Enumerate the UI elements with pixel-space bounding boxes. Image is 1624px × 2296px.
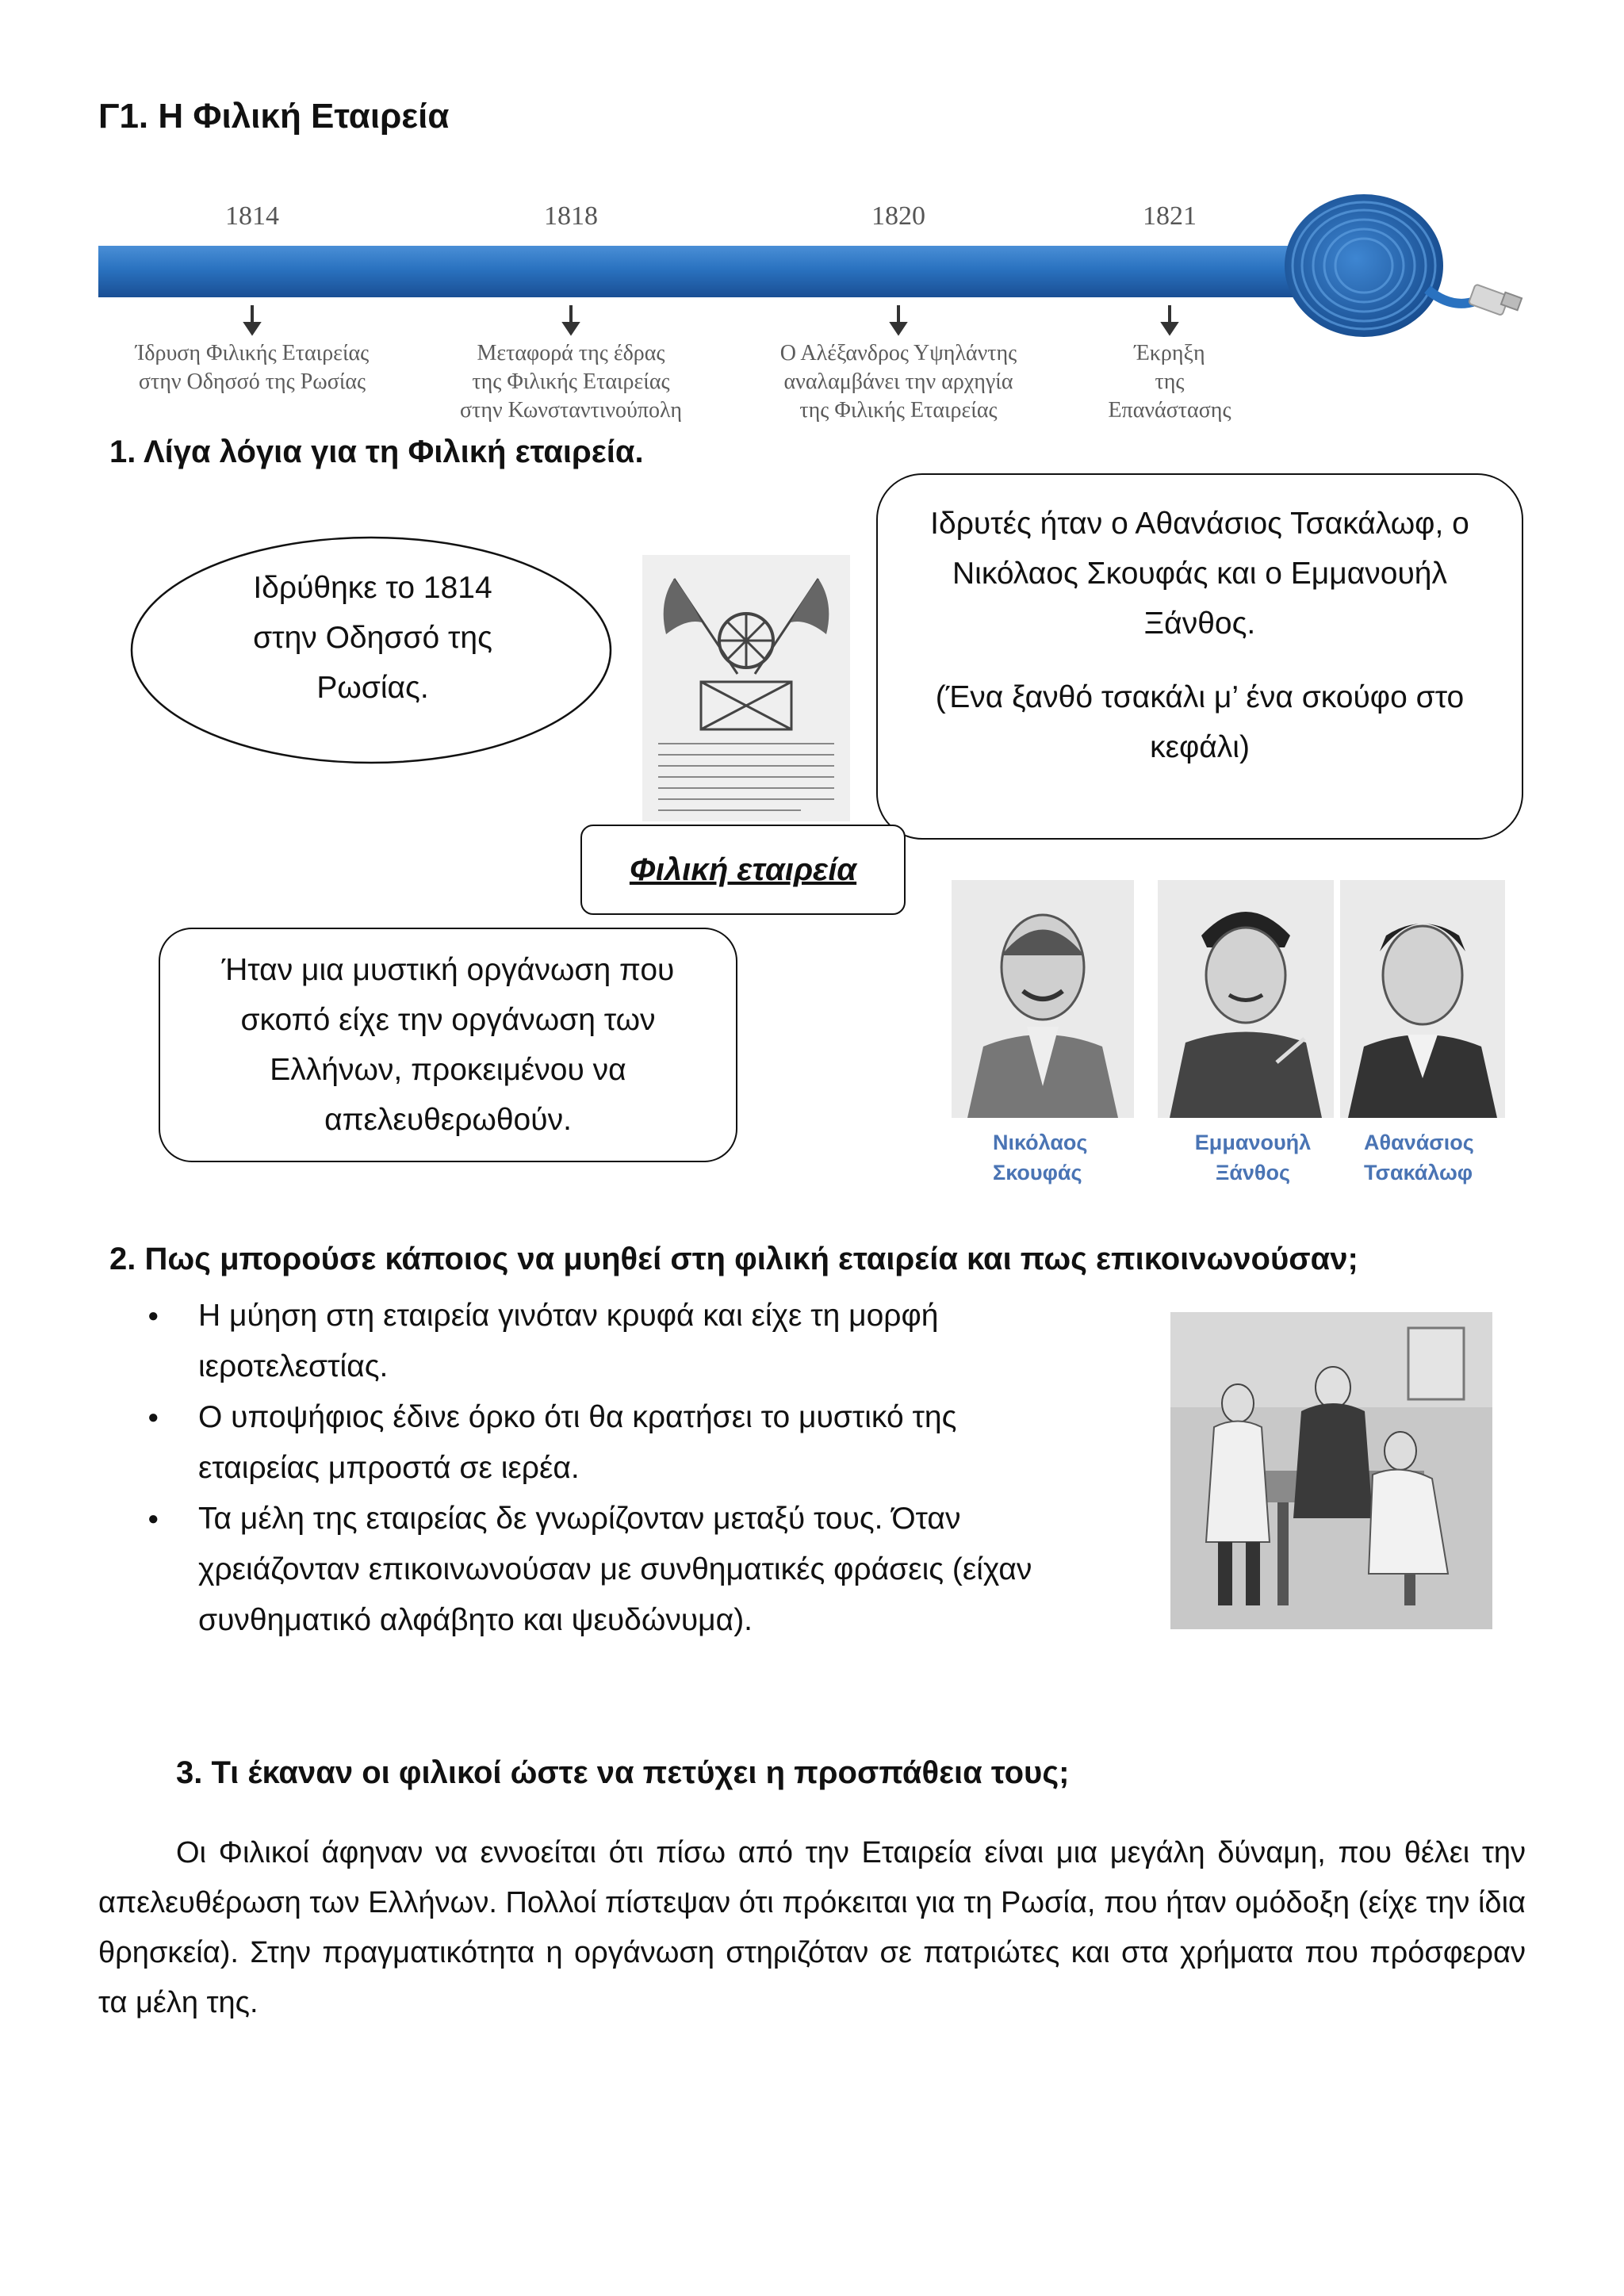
timeline-year-1818: 1818 <box>544 201 598 231</box>
portrait-name-xanthos: Εμμανουήλ Ξάνθος <box>1194 1131 1312 1184</box>
list-item: ● Τα μέλη της εταιρείας δε γνωρίζονταν μεταξύ τους. Όταν χρειάζονταν επικοινωνούσαν με συνθηματικές φράσεις (είχαν συνθηματικό αλφάβητο και ψευδώνυμα). <box>102 1494 1132 1646</box>
timeline-caption-1814: Ίδρυση Φιλικής Εταιρείας στην Οδησσό της Ρωσίας <box>135 341 370 394</box>
portrait-skoufas-drawing <box>952 880 1134 1118</box>
portrait-name-skoufas: Νικόλαος Σκουφάς <box>993 1131 1088 1184</box>
list-item: ● Ο υποψήφιος έδινε όρκο ότι θα κρατήσει το μυστικό της εταιρείας μπροστά σε ιερέα. <box>102 1392 1132 1494</box>
portrait-tsakalof-drawing <box>1340 880 1505 1118</box>
seal-image <box>642 555 850 821</box>
founding-ellipse-text: Ιδρύθηκε το 1814 στην Οδησσό της Ρωσίας. <box>253 571 492 705</box>
timeline <box>0 190 1624 428</box>
portrait-xanthos-drawing <box>1158 880 1334 1118</box>
portrait-xanthos <box>1158 880 1334 1118</box>
timeline-caption-1818: Μεταφορά της έδρας της Φιλικής Εταιρείας στην Κωνσταντινούπολη <box>459 341 682 423</box>
section1-heading: 1. Λίγα λόγια για τη Φιλική εταιρεία. <box>109 434 644 469</box>
timeline-year-1820: 1820 <box>871 201 925 231</box>
page-title: Γ1. Η Φιλική Εταιρεία <box>98 97 450 136</box>
timeline-year-1821: 1821 <box>1143 201 1197 231</box>
timeline-caption-1821: Έκρηξη της Επανάστασης <box>1108 341 1231 423</box>
filiki-label: Φιλική εταιρεία <box>629 851 857 887</box>
section2-heading: 2. Πως μπορούσε κάποιος να μυηθεί στη φιλική εταιρεία και πως επικοινωνούσαν; <box>109 1242 1358 1276</box>
portrait-tsakalof <box>1340 880 1505 1118</box>
initiation-ceremony-image <box>1170 1312 1492 1629</box>
initiation-ceremony-drawing <box>1170 1312 1492 1629</box>
initiation-list <box>102 1291 1132 1646</box>
secret-org-box: Ήταν μια μυστική οργάνωση που σκοπό είχε την οργάνωση των Ελλήνων, προκειμένου να απελευθερωθούν. <box>159 928 737 1162</box>
founders-box: Ιδρυτές ήταν ο Αθανάσιος Τσακάλωφ, ο Νικόλαος Σκουφάς και ο Εμμανουήλ Ξάνθος. (Ένα ξανθό τσακάλι μ’ ένα σκούφο στο κεφάλι) <box>876 473 1523 840</box>
timeline-year-1814: 1814 <box>225 201 279 231</box>
timeline-caption-1820: Ο Αλέξανδρος Υψηλάντης αναλαμβάνει την αρχηγία της Φιλικής Εταιρείας <box>779 341 1017 423</box>
section3-heading: 3. Τι έκαναν οι φιλικοί ώστε να πετύχει η προσπάθεια τους; <box>176 1755 1070 1790</box>
portrait-name-tsakalof: Αθανάσιος Τσακάλωφ <box>1364 1131 1474 1184</box>
portrait-skoufas <box>952 880 1134 1118</box>
filiki-label-box <box>580 825 906 915</box>
seal-drawing <box>642 555 850 821</box>
section3-paragraph: Οι Φιλικοί άφηναν να εννοείται ότι πίσω από την Εταιρεία είναι μια μεγάλη δύναμη, που θέλει την απελευθέρωση των Ελλήνων. Πολλοί πίστεψαν ότι πρόκειται για τη Ρωσία, που ήταν ομόδοξη (είχε την ίδια θρησκεία). Στην πραγματικότητα η οργάνωση στηριζόταν σε πατριώτες και στα χρήματα που πρόσφεραν τα μέλη της. <box>98 1836 1526 2019</box>
list-item: ● Η μύηση στη εταιρεία γινόταν κρυφά και είχε τη μορφή ιεροτελεστίας. <box>102 1291 1132 1392</box>
